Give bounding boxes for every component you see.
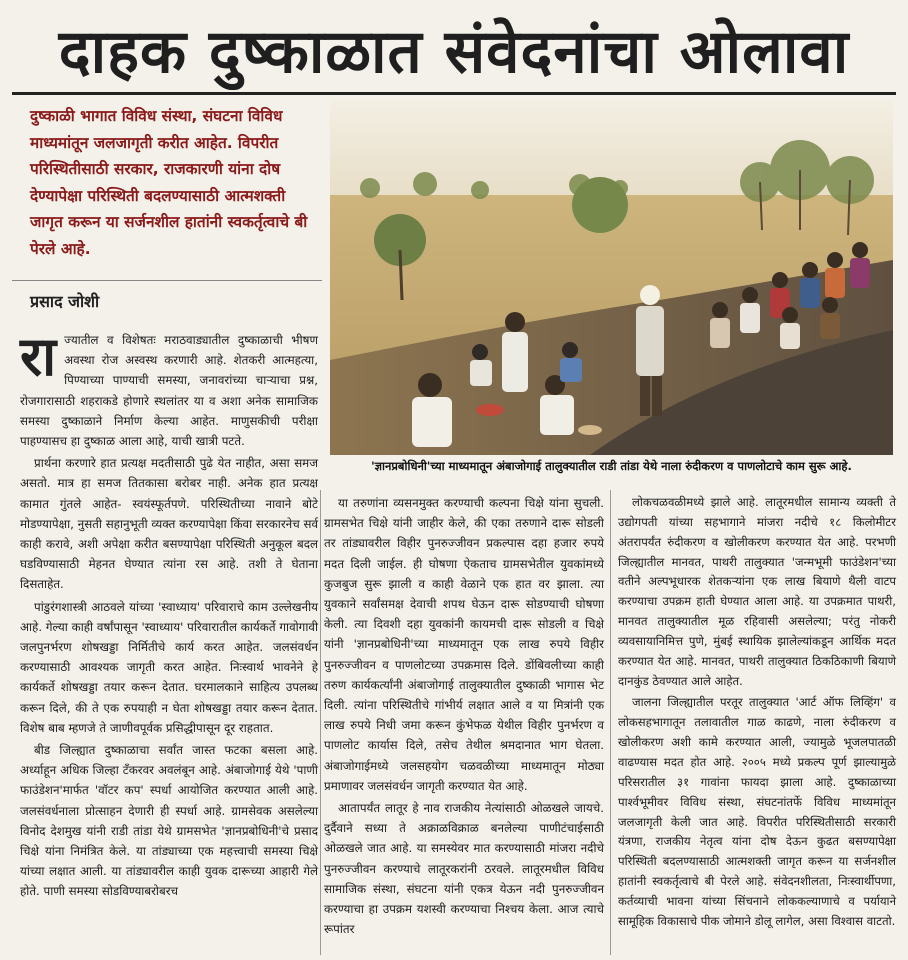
column-divider — [610, 490, 611, 955]
article-column-3 — [618, 493, 896, 934]
article-photo — [330, 100, 893, 455]
byline: प्रसाद जोशी — [30, 292, 100, 311]
photo-caption: 'ज्ञानप्रबोधिनी'च्या माध्यमातून अंबाजोगाई तालुक्यातील राडी तांडा येथे नाला रुंदीकरण व पाणलोटाचे काम सुरू आहे. — [371, 459, 852, 473]
article-column-1 — [20, 325, 318, 904]
paragraph: लोकचळवळीमध्ये झाले आहे. लातूरमधील सामान्य व्यक्ती ते उद्योगपती यांच्या सहभागाने मांजरा नदीचे १८ किलोमीटर अंतरापर्यंत रुंदीकरण व खोलीकरण करण्यात येत आहे. परभणी जिल्ह्यातील मानवत, पाथरी तालुक्यात 'जन्मभूमी फाउंडेशन'च्या वतीने अल्पभूधारक शेतकऱ्यांना एक लाख बियाणे थैली वाटप करण्याचा उपक्रम हाती घेण्यात आला आहे. या उपक्रमात पाथरी, मानवत तालुक्यातील मूळ रहिवासी असलेल्या; परंतु नोकरी व्यवसायानिमित्त पुणे, मुंबई स्थायिक झालेल्यांकडून आर्थिक मदत करण्यात येत आहे. मानवत, पाथरी तालुक्यात ठिकठिकाणी बियाणे दानकुंड ठेवण्यात आले आहेत. — [618, 495, 896, 688]
column-divider — [320, 490, 321, 955]
headline-rule — [12, 92, 896, 95]
standfirst: दुष्काळी भागात विविध संस्था, संघटना विविध माध्यमांतून जलजागृती करीत आहेत. विपरीत परिस्थितीसाठी सरकार, राजकारणी यांना दोष देण्यापेक्षा परिस्थिती बदलण्यासाठी आत्मशक्ती जागृत करून या सर्जनशील हातांनी स्वकर्तृत्वाचे बी पेरले आहे. — [30, 107, 308, 258]
paragraph: पांडुरंगशास्त्री आठवले यांच्या 'स्वाध्याय' परिवाराचे काम उल्लेखनीय आहे. गेल्या काही वर्षांपासून 'स्वाध्याय' परिवारातील कार्यकर्ते गावोगावी जलपुनर्भरण शोषखड्डा निर्मितीचे कार्य करत आहेत. जलसंवर्धन करण्यासाठी आवश्यक जागृती करत आहेत. निःस्वार्थ भावनेने हे कार्यकर्ते शोषखड्डा तयार करून देतात. घरमालकाने साहित्य उपलब्ध करून दिले, की ते एक रुपयाही न घेता शोषखड्डा तयार करून देतात. विशेष बाब म्हणजे ते जाणीवपूर्वक प्रसिद्धीपासून दूर राहतात. — [20, 599, 318, 735]
paragraph — [20, 325, 318, 451]
article-headline: दाहक दुष्काळात संवेदनांचा ओलावा — [58, 17, 850, 87]
paragraph: जालना जिल्ह्यातील परतूर तालुक्यात 'आर्ट ऑफ लिव्हिंग' व लोकसहभागातून तलावातील गाळ काढणे, नाला रुंदीकरण व खोलीकरण अशी कामे करण्यात आली, ज्यामुळे भूजलपातळी वाढण्यास मदत होत आहे. २००५ मध्ये प्रकल्प पूर्ण झाल्यामुळे परिसरातील ३१ गावांना फायदा झाला आहे. दुष्काळाच्या पार्श्वभूमीवर विविध संस्था, संघटनांतर्फे विविध माध्यमांतून जलजागृती केली जात आहे. विपरीत परिस्थितीसाठी सरकारी यंत्रणा, राजकीय नेतृत्व यांना दोष देऊन कुढत बसण्यापेक्षा परिस्थिती बदलण्यासाठी आत्मशक्ती जागृत करून या सर्जनशील हातांनी स्वकर्तृत्वाचे बी पेरले आहे. संवेदनशीलता, निःस्वार्थीपणा, कर्तव्याची भावना यांच्या सिंचनाने लोककल्याणाचे व पर्यायाने सामूहिक विकासाचे पीक जोमाने डोलू लागेल, असा विश्वास वाटतो. — [618, 695, 896, 928]
paragraph-text: ज्यातील व विशेषतः मराठवाड्यातील दुष्काळाची भीषण अवस्था रोज अस्वस्थ करणारी आहे. शेतकरी आत्महत्या, पिण्याच्या पाण्याची समस्या, जनावरांच्या चाऱ्याचा प्रश्न, रोजगारासाठी शहराकडे होणारे स्थलांतर या व अशा अनेक सामाजिक समस्या दुष्काळाने निर्माण केल्या आहेत. माणुसकीची परीक्षा पाहण्यासच हा दुष्काळ आला आहे, याची खात्री पटते. — [20, 333, 318, 449]
paragraph: बीड जिल्ह्यात दुष्काळाचा सर्वांत जास्त फटका बसला आहे. अर्ध्याहून अधिक जिल्हा टँकरवर अवलंबून आहे. अंबाजोगाई येथे 'पाणी फाउंडेशन'मार्फत 'वॉटर कप' स्पर्धा आयोजित करण्यात आली आहे. जलसंवर्धनाला प्रोत्साहन देणारी ही स्पर्धा आहे. ग्रामसेवक असलेल्या विनोद देशमुख यांनी राडी तांडा येथे ग्रामसभेत 'ज्ञानप्रबोधिनी'चे प्रसाद चिक्षे यांना निमंत्रित केले. या तांड्याच्या एक महत्त्वाची समस्या चिक्षे यांच्या लक्षात आली. या तांड्यावरील काही युवक दारूच्या आहारी गेले होते. पाणी समस्या सोडविण्याबरोबरच — [20, 743, 318, 899]
paragraph: प्रार्थना करणारे हात प्रत्यक्ष मदतीसाठी पुढे येत नाहीत, असा समज असतो. मात्र हा समज तितकासा बरोबर नाही. अनेक हात प्रत्यक्ष कामात गुंतले आहेत- स्वयंस्फूर्तपणे. परिस्थितीच्या नावाने बोटे मोडण्यापेक्षा, नुसती सहानुभूती व्यक्त करण्यापेक्षा किंवा सरकारनेच सर्व काही करावे, अशी अपेक्षा करीत बसण्यापेक्षा परिस्थिती अनुकूल बदल घडविण्यासाठी मेहनत घेण्यात त्यांना रस आहे. तशी ते घेताना दिसताहेत. — [20, 456, 318, 592]
standfirst-divider — [12, 280, 322, 281]
drop-cap: रा — [20, 325, 57, 388]
paragraph: आतापर्यंत लातूर हे नाव राजकीय नेत्यांसाठी ओळखले जायचे. दुर्दैवाने सध्या ते अक्राळविक्राळ बनलेल्या पाणीटंचाईसाठी ओळखले जात आहे. या समस्येवर मात करण्यासाठी मांजरा नदीचे पुनरुज्जीवन करण्याचे लातूरकरांनी ठरवले. लातूरमधील विविध सामाजिक संस्था, संघटना यांनी एकत्र येऊन नदी पुनरुज्जीवन करण्याचा हा उपक्रम यशस्वी करण्याचा निश्चय केला. आज त्याचे रूपांतर — [324, 801, 604, 937]
paragraph: या तरुणांना व्यसनमुक्त करण्याची कल्पना चिक्षे यांना सुचली. ग्रामसभेत चिक्षे यांनी जाहीर केले, की एका तरुणाने दारू सोडली तर तांड्यावरील विहीर पुनरुज्जीवन प्रकल्पास दहा हजार रुपये मदत दिली जाईल. ही घोषणा ऐकताच ग्रामसभेतील युवकांमध्ये कुजबुज सुरू झाली व काही वेळाने एक हात वर झाला. त्या युवकाने सर्वांसमक्ष देवाची शपथ घेऊन दारू सोडण्याची घोषणा केली. त्या दिवशी दहा युवकांनी कायमची दारू सोडली व चिक्षे यांनी 'ज्ञानप्रबोधिनी'च्या माध्यमातून एक लाख रुपये विहीर पुनरुज्जीवन व पाणलोटच्या उपक्रमास दिले. डोंबिवलीच्या काही तरुण कार्यकर्त्यांनी अंबाजोगाई तालुक्यातील दुष्काळी भागास भेट दिली. त्यांना परिस्थितीचे गांभीर्य लक्षात आले व या मित्रांनी एक लाख रुपये निधी जमा करून कुंभेफळ येथील विहीर पुनर्भरण व पाणलोट कार्यास दिले, तसेच तेथील श्रमदानात भाग घेतला. अंबाजोगाईमध्ये जलसहयोग चळवळीच्या माध्यमातून मोठ्या प्रमाणावर जलसंवर्धन जागृती करण्यात येत आहे. — [324, 496, 604, 793]
drought-work-photo — [330, 100, 893, 455]
article-column-2 — [324, 493, 604, 941]
